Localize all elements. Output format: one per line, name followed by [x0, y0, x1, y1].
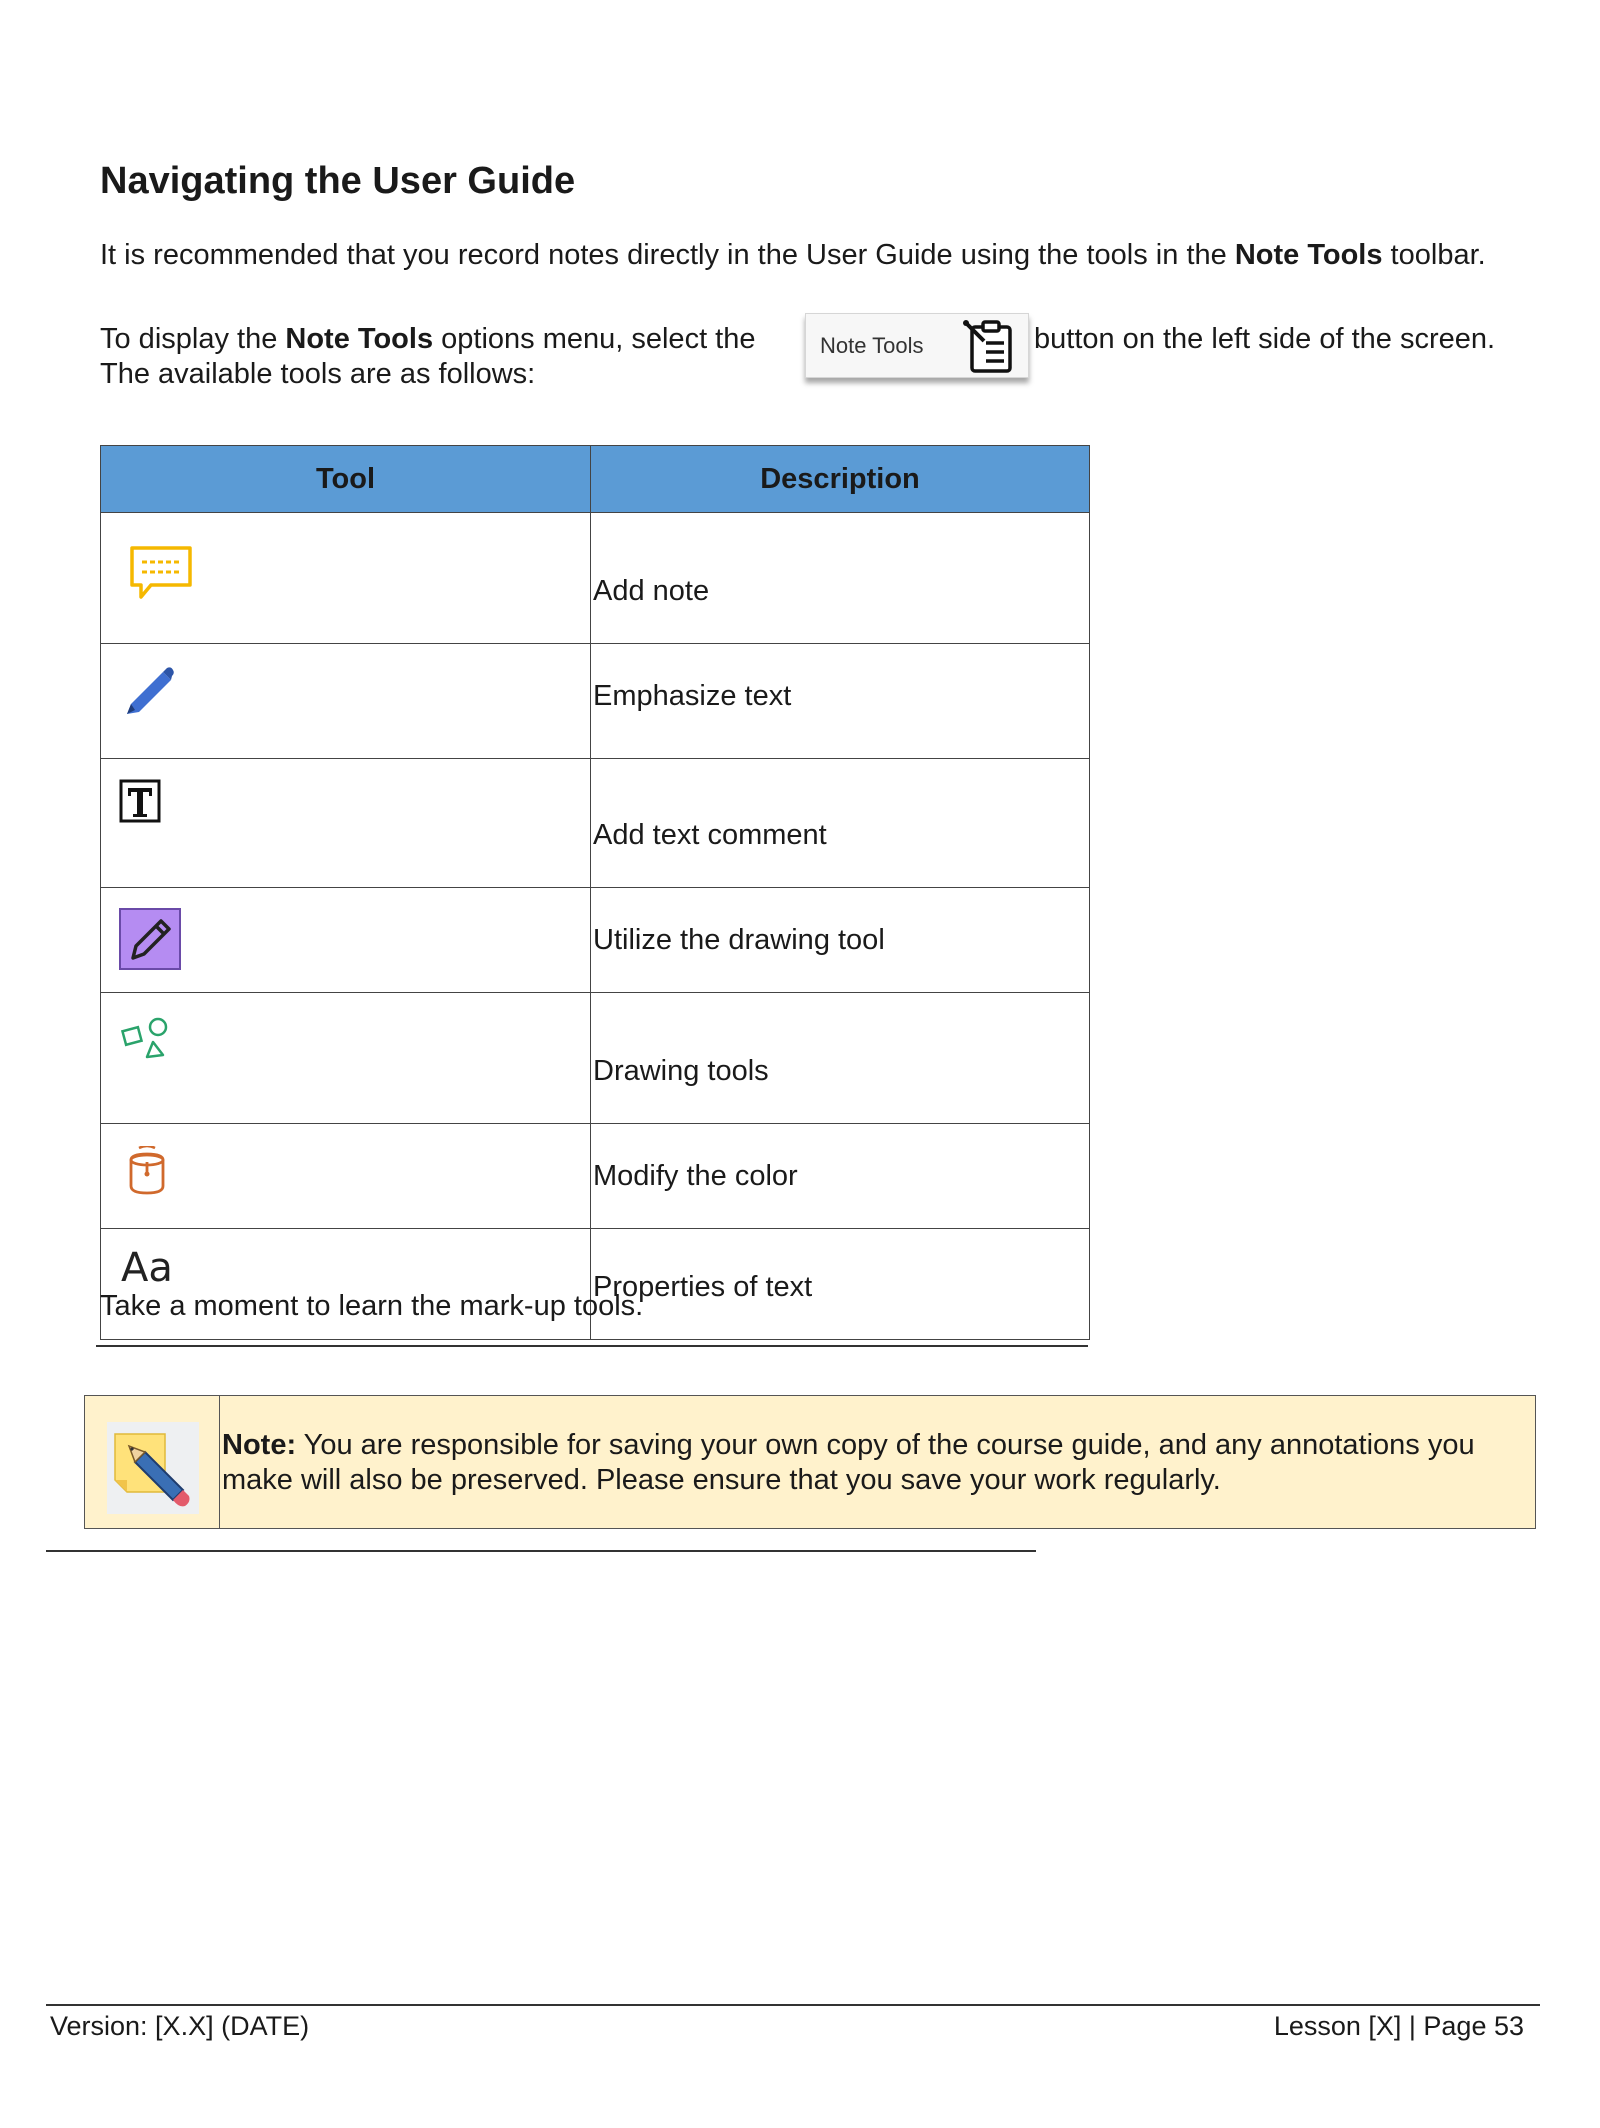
display-bold: Note Tools: [285, 323, 434, 355]
description-cell: Modify the color: [591, 1124, 1090, 1229]
note-callout: [84, 1395, 1536, 1529]
intro-paragraph: [100, 238, 1540, 273]
table-row: [101, 888, 1090, 993]
intro-text: It is recommended that you record notes directly in the User Guide using the tools in the: [100, 239, 1235, 271]
description-cell: Emphasize text: [591, 644, 1090, 759]
display-text: To display the: [100, 323, 286, 355]
note-text: [220, 1396, 1535, 1528]
header-tool: Tool: [101, 446, 591, 513]
text-box-icon[interactable]: [119, 779, 161, 823]
header-description: Description: [591, 446, 1090, 513]
paint-bucket-icon[interactable]: [125, 1146, 169, 1196]
divider-line-2: [46, 1550, 1036, 1552]
shapes-icon[interactable]: [121, 1015, 171, 1061]
description-cell: Properties of text: [591, 1229, 1090, 1340]
table-row: [101, 993, 1090, 1124]
tool-cell: [101, 993, 591, 1124]
footer-page: Lesson [X] | Page 53: [1273, 2011, 1524, 2041]
page-title: Navigating the User Guide: [100, 160, 576, 202]
tool-cell: [101, 644, 591, 759]
tools-table: [100, 445, 1090, 1340]
pencil-icon[interactable]: [119, 908, 181, 970]
description-cell: Add text comment: [591, 759, 1090, 888]
table-header-row: [101, 446, 1090, 513]
footer-rule: [46, 2004, 1540, 2006]
tool-cell: [101, 513, 591, 644]
display-paragraph: [100, 322, 800, 357]
pen-icon[interactable]: [119, 664, 179, 720]
table-row: [101, 513, 1090, 644]
description-cell: Add note: [591, 513, 1090, 644]
footer-version: Version: [X.X] (DATE): [50, 2011, 310, 2041]
divider-line: [96, 1345, 1088, 1347]
display-text-mid: options menu, select the: [433, 323, 756, 355]
sticky-note-pencil-icon: [107, 1422, 199, 1514]
display-text-after: button on the left side of the screen.: [1034, 323, 1496, 355]
description-cell: Utilize the drawing tool: [591, 888, 1090, 993]
table-row: [101, 759, 1090, 888]
intro-bold: Note Tools: [1234, 239, 1383, 271]
table-row: [101, 644, 1090, 759]
font-properties-icon[interactable]: Aa: [121, 1245, 173, 1291]
description-cell: Drawing tools: [591, 993, 1090, 1124]
note-tools-label: Note Tools: [820, 332, 924, 358]
note-tools-button[interactable]: [805, 313, 1029, 378]
tool-cell: [101, 759, 591, 888]
note-label: Note:: [222, 1429, 297, 1461]
tool-cell: [101, 1124, 591, 1229]
note-body: You are responsible for saving your own copy of the course guide, and any annotations you make will also be preserved. Please ensure that you save your work regularly.: [222, 1429, 1475, 1496]
tool-cell: [101, 888, 591, 993]
clipboard-list-icon: [962, 317, 1020, 375]
table-row: [101, 1124, 1090, 1229]
note-icon-cell: [85, 1396, 220, 1528]
note-bubble-icon[interactable]: [129, 545, 193, 603]
closing-text: Take a moment to learn the mark-up tools.: [100, 1290, 644, 1322]
intro-text-end: toolbar.: [1382, 239, 1486, 271]
display-line2: The available tools are as follows:: [100, 358, 536, 390]
